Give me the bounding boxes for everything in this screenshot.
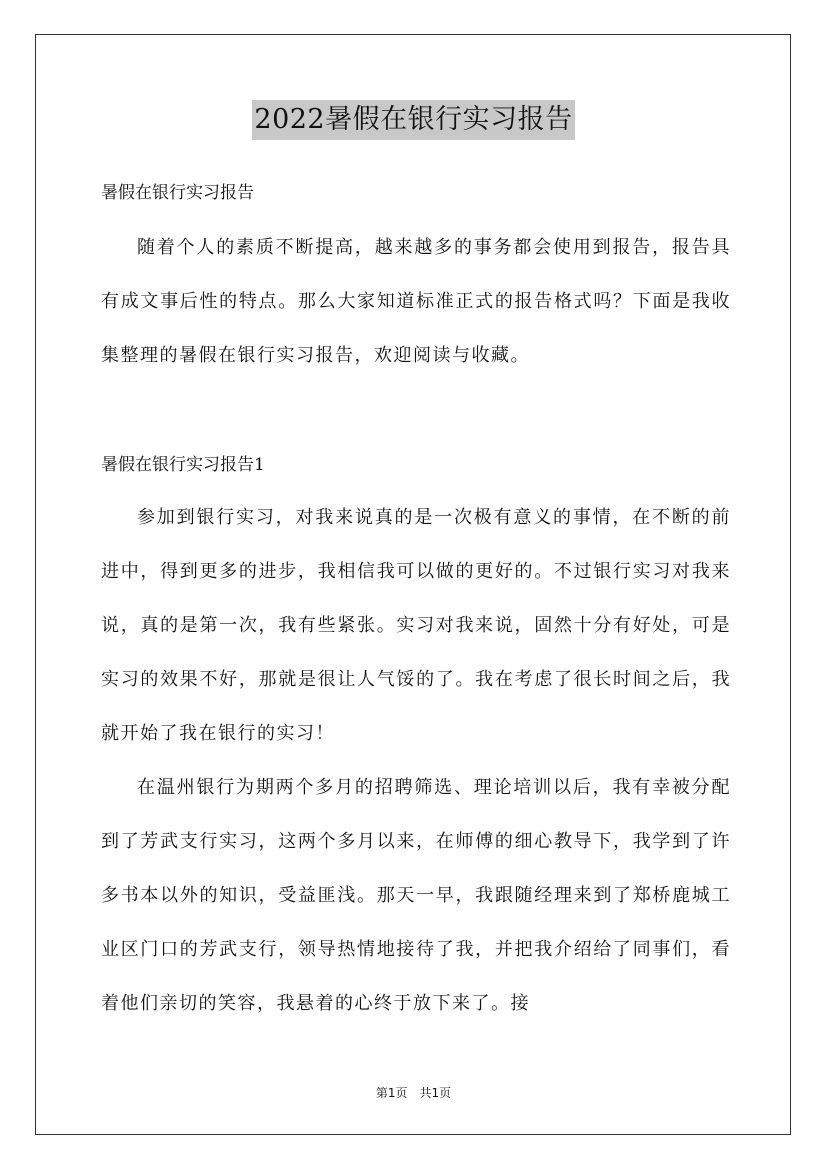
document-title: 2022暑假在银行实习报告 [252, 100, 574, 140]
section-heading: 暑假在银行实习报告1 [101, 455, 265, 475]
document-subtitle: 暑假在银行实习报告 [101, 183, 254, 203]
body-paragraph: 在温州银行为期两个多月的招聘筛选、理论培训以后，我有幸被分配到了芳武支行实习，这两个多月以来，在师傅的细心教导下，我学到了许多书本以外的知识，受益匪浅。那天一早，我跟随经理来到了郑桥鹿城工业区门口的芳武支行，领导热情地接待了我，并把我介绍给了同事们，看着他们亲切的笑容，我悬着的心终于放下来了。接 [101, 777, 731, 1014]
body-paragraph: 参加到银行实习，对我来说真的是一次极有意义的事情，在不断的前进中，得到更多的进步，我相信我可以做的更好的。不过银行实习对我来说，真的是第一次，我有些紧张。实习对我来说，固然十分有好处，可是实习的效果不好，那就是很让人气馁的了。我在考虑了很长时间之后，我就开始了我在银行的实习！ [101, 507, 731, 744]
intro-paragraph: 随着个人的素质不断提高，越来越多的事务都会使用到报告，报告具有成文事后性的特点。那么大家知道标准正式的报告格式吗？下面是我收集整理的暑假在银行实习报告，欢迎阅读与收藏。 [101, 237, 731, 366]
title-container [0, 100, 827, 140]
page-footer: 第1页 共1页 [375, 1086, 452, 1100]
